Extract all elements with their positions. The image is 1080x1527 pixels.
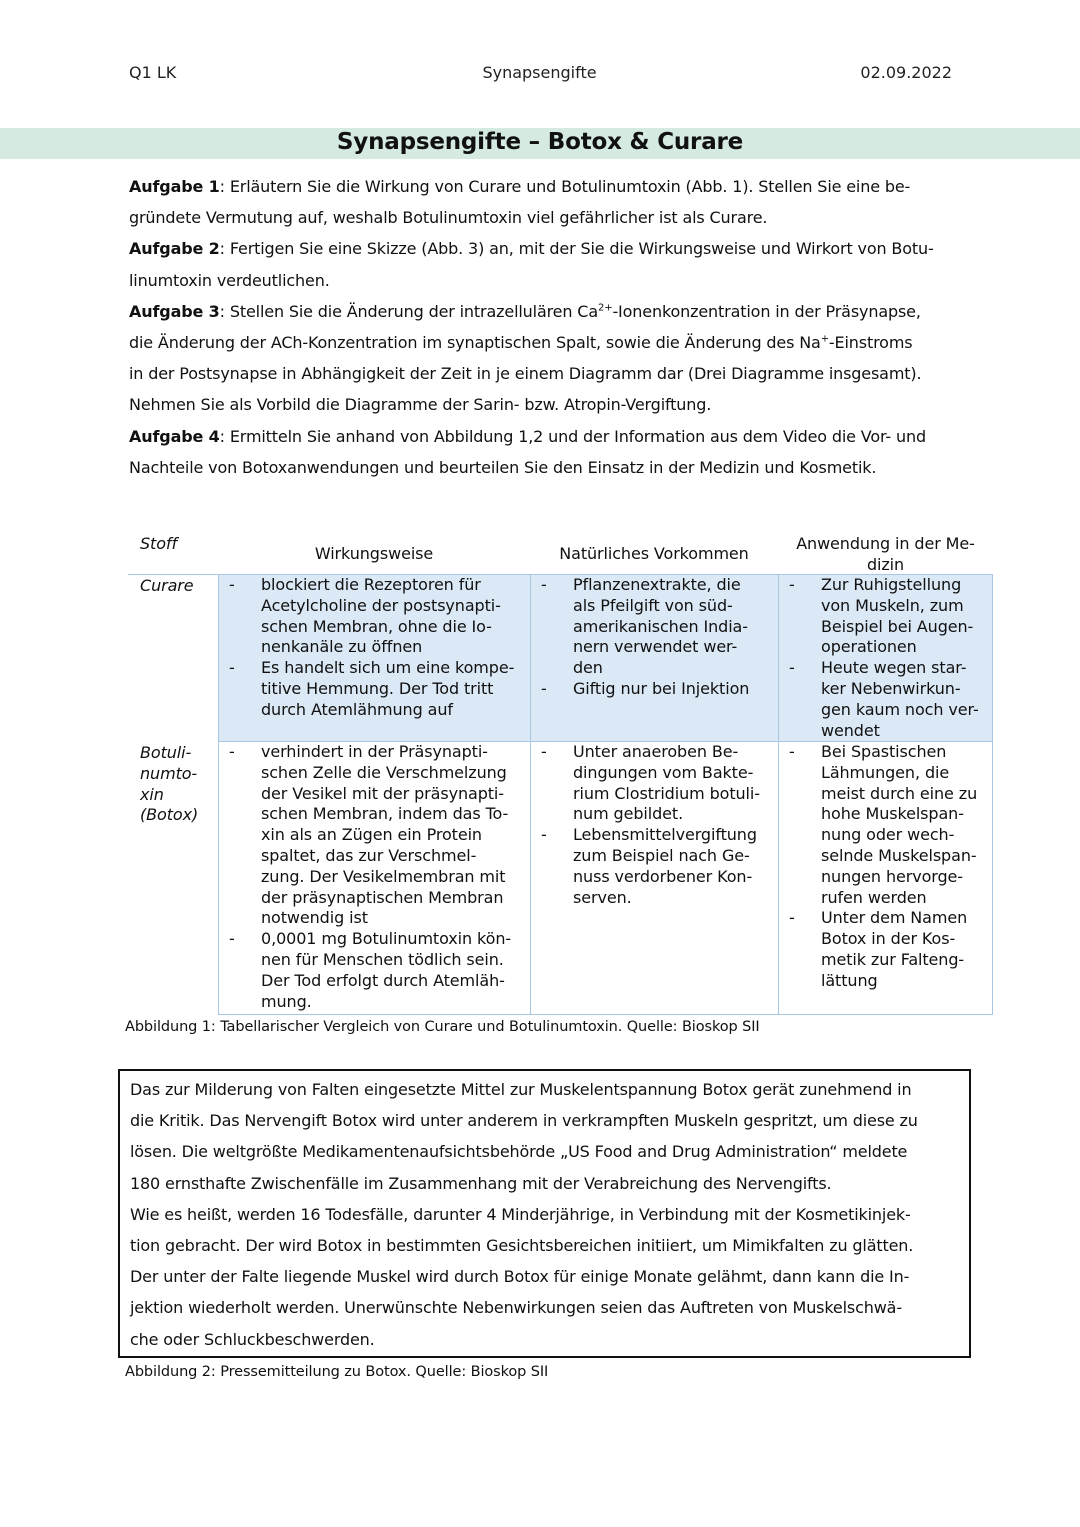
text-line: schen Membran, ohne die Io- [261, 616, 492, 636]
text-line: - verhindert in der Präsynapti- [261, 742, 488, 761]
text-line: hohe Muskelspan- [821, 804, 964, 824]
course-label: Q1 LK [129, 63, 177, 82]
press-release-box [118, 1069, 971, 1358]
topic-label [129, 63, 952, 82]
text-line: Wie es heißt, werden 16 Todesfälle, darunter 4 Minderjährige, in Verbindung mit der Kosmetikinjek- [130, 1204, 911, 1224]
bullet-list [531, 575, 772, 700]
text-line: numto- [140, 763, 198, 783]
text-line: - blockiert die Rezeptoren für [261, 575, 481, 594]
text-line: gen kaum noch ver- [821, 699, 979, 719]
superscript: + [820, 333, 829, 345]
text-line: spaltet, das zur Verschmel- [261, 845, 477, 865]
text-line: - Unter dem Namen [821, 908, 968, 928]
text-line: nern verwendet wer- [573, 637, 738, 657]
stoff-cell [128, 742, 218, 1015]
text-line: der präsynaptischen Membran [261, 887, 504, 907]
task-text: -Ionenkonzentration in der Präsynapse, [612, 301, 921, 321]
task-text: : Stellen Sie die Änderung der intrazellulären Ca [219, 301, 598, 321]
bullet-item [219, 742, 524, 929]
text-line: nenkanäle zu öffnen [261, 637, 423, 657]
bullet-item [531, 679, 772, 700]
text-line: Lähmungen, die [821, 762, 950, 782]
text-line: den [573, 658, 603, 678]
text-line: rium Clostridium botuli- [573, 783, 760, 803]
bullet-item [779, 658, 986, 741]
text-line: - Bei Spastischen [821, 742, 947, 761]
text-line: nuss verdorbener Kon- [573, 866, 753, 886]
text-line: lättung [821, 970, 878, 990]
text-line: operationen [821, 637, 917, 657]
stoff-cell [128, 575, 218, 742]
text-line: titive Hemmung. Der Tod tritt [261, 678, 494, 698]
text-line: schen Membran, indem das To- [261, 804, 509, 824]
table-header [128, 530, 993, 575]
text-line: xin als an Zügen ein Protein [261, 825, 482, 845]
bullet-list [219, 742, 524, 1012]
text-line: nungen hervorge- [821, 866, 963, 886]
wirkungsweise-cell [218, 575, 530, 742]
task-3-cont: in der Postsynapse in Abhängigkeit der Zeit in je einem Diagramm dar (Drei Diagramme insgesamt). [129, 364, 922, 384]
text-line: serven. [573, 887, 632, 907]
task-3-cont: Nehmen Sie als Vorbild die Diagramme der Sarin- bzw. Atropin-Vergiftung. [129, 395, 712, 415]
task-4 [129, 421, 959, 452]
task-label: Aufgabe 2 [129, 239, 220, 259]
figure-1-caption: Abbildung 1: Tabellarischer Vergleich von Curare und Botulinumtoxin. Quelle: Bioskop SII [125, 1019, 760, 1035]
task-label: Aufgabe 3 [129, 301, 220, 321]
bullet-item [219, 658, 524, 720]
task-2-cont: linumtoxin verdeutlichen. [129, 270, 330, 290]
text-line: Acetylcholine der postsynapti- [261, 595, 501, 615]
text-line: jektion wiederholt werden. Unerwünschte Nebenwirkungen seien das Auftreten von Muskelschwä- [130, 1298, 902, 1318]
text-line: nung oder wech- [821, 825, 955, 845]
bullet-item [219, 575, 524, 658]
text-line: amerikanischen India- [573, 616, 748, 636]
topic-text: Synapsengifte [482, 63, 597, 82]
header-anwendung [778, 534, 993, 575]
text-line: Curare [140, 576, 194, 595]
bullet-item [531, 742, 772, 825]
text-line: zum Beispiel nach Ge- [573, 845, 750, 865]
text-line: - Unter anaeroben Be- [573, 742, 739, 761]
text-line: der Vesikel mit der präsynapti- [261, 783, 504, 803]
text-line: dingungen vom Bakte- [573, 762, 754, 782]
bullet-item [779, 575, 986, 658]
text-line: Der unter der Falte liegende Muskel wird durch Botox für einige Monate gelähmt, dann kann die In- [130, 1267, 910, 1287]
text-line: von Muskeln, zum [821, 595, 964, 615]
anwendung-cell [778, 742, 993, 1015]
header-vorkommen: Natürliches Vorkommen [559, 544, 749, 563]
date-label: 02.09.2022 [860, 63, 952, 82]
bullet-list [531, 742, 772, 908]
text-line: tion gebracht. Der wird Botox in bestimmten Gesichtsbereichen initiiert, um Mimikfalten zu glätten. [130, 1236, 914, 1256]
bullet-item [779, 742, 986, 908]
text-line: notwendig ist [261, 908, 368, 928]
task-1-cont: gründete Vermutung auf, weshalb Botulinumtoxin viel gefährlicher ist als Curare. [129, 208, 768, 228]
text-line: - Heute wegen star- [821, 658, 967, 678]
header-anwendung-l1: Anwendung in der Me- [796, 534, 975, 553]
task-list [129, 171, 959, 483]
text-line: - Lebensmittelvergiftung [573, 825, 757, 845]
text-line: durch Atemlähmung auf [261, 699, 453, 719]
text-line: che oder Schluckbeschwerden. [130, 1329, 375, 1349]
text-line: als Pfeilgift von süd- [573, 595, 733, 615]
text-line: num gebildet. [573, 804, 684, 824]
text-line: Botox in der Kos- [821, 929, 956, 949]
figure-2-caption: Abbildung 2: Pressemitteilung zu Botox. Quelle: Bioskop SII [125, 1364, 549, 1380]
task-4-cont: Nachteile von Botoxanwendungen und beurteilen Sie den Einsatz in der Medizin und Kosmetik. [129, 457, 877, 477]
text-line: lösen. Die weltgrößte Medikamentenaufsichtsbehörde „US Food and Drug Administration“ meldete [130, 1142, 908, 1162]
task-3 [129, 296, 959, 327]
task-label: Aufgabe 4 [129, 426, 220, 446]
task-2 [129, 233, 959, 264]
task-3-cont [129, 327, 959, 358]
text-line: - Es handelt sich um eine kompe- [261, 658, 515, 678]
text-line: Beispiel bei Augen- [821, 616, 974, 636]
bullet-item [531, 825, 772, 908]
text-line: schen Zelle die Verschmelzung [261, 762, 507, 782]
vorkommen-cell [530, 742, 778, 1015]
header-anwendung-l2: dizin [866, 554, 905, 574]
text-line: ker Nebenwirkun- [821, 678, 961, 698]
comparison-table [128, 530, 993, 1015]
task-text: : Erläutern Sie die Wirkung von Curare und Botulinumtoxin (Abb. 1). Stellen Sie eine be- [219, 177, 911, 196]
superscript: 2+ [597, 302, 613, 314]
task-text: : Fertigen Sie eine Skizze (Abb. 3) an, mit der Sie die Wirkungsweise und Wirkort von Botu- [219, 239, 934, 259]
text-line: - 0,0001 mg Botulinumtoxin kön- [261, 929, 512, 949]
text-line: wendet [821, 720, 880, 740]
text-line: nen für Menschen tödlich sein. [261, 949, 504, 969]
task-text: die Änderung der ACh-Konzentration im synaptischen Spalt, sowie die Änderung des Na [129, 333, 821, 353]
text-line: zung. Der Vesikelmembran mit [261, 866, 506, 886]
text-line: - Giftig nur bei Injektion [573, 678, 750, 698]
bullet-list [779, 742, 986, 992]
bullet-list [219, 575, 524, 721]
text-line: 180 ernsthafte Zwischenfälle im Zusammenhang mit der Verabreichung des Nervengifts. [130, 1173, 832, 1193]
vorkommen-cell [530, 575, 778, 742]
task-text: : Ermitteln Sie anhand von Abbildung 1,2 und der Information aus dem Video die Vor- und [219, 426, 926, 446]
text-line: Botuli- [140, 743, 192, 762]
page-title: Synapsengifte – Botox & Curare [336, 129, 744, 155]
task-label: Aufgabe 1 [129, 177, 220, 196]
text-line: metik zur Falteng- [821, 949, 965, 969]
header-wirkungsweise: Wirkungsweise [314, 544, 434, 563]
task-1 [129, 171, 959, 202]
text-line: Der Tod erfolgt durch Atemläh- [261, 970, 505, 990]
text-line: - Zur Ruhigstellung [821, 575, 962, 594]
bullet-list [779, 575, 986, 741]
text-line: mung. [261, 991, 312, 1011]
text-line: meist durch eine zu [821, 783, 978, 803]
task-text: -Einstroms [828, 333, 913, 353]
text-line: xin [140, 784, 164, 804]
text-line: (Botox) [140, 805, 199, 825]
wirkungsweise-cell [218, 742, 530, 1015]
text-line: Das zur Milderung von Falten eingesetzte Mittel zur Muskelentspannung Botox gerät zunehmend in [130, 1080, 912, 1099]
header-stoff: Stoff [140, 534, 177, 553]
anwendung-cell [778, 575, 993, 742]
page-header [129, 63, 952, 87]
text-line: die Kritik. Das Nervengift Botox wird unter anderem in verkrampften Muskeln gespritzt, um diese zu [130, 1111, 918, 1131]
bullet-item [531, 575, 772, 679]
table-row-botox [128, 742, 993, 1015]
table-row-curare [128, 575, 993, 742]
text-line: - Pflanzenextrakte, die [573, 575, 741, 594]
text-line: selnde Muskelspan- [821, 845, 977, 865]
text-line: rufen werden [821, 887, 927, 907]
bullet-item [219, 929, 524, 1012]
bullet-item [779, 908, 986, 991]
